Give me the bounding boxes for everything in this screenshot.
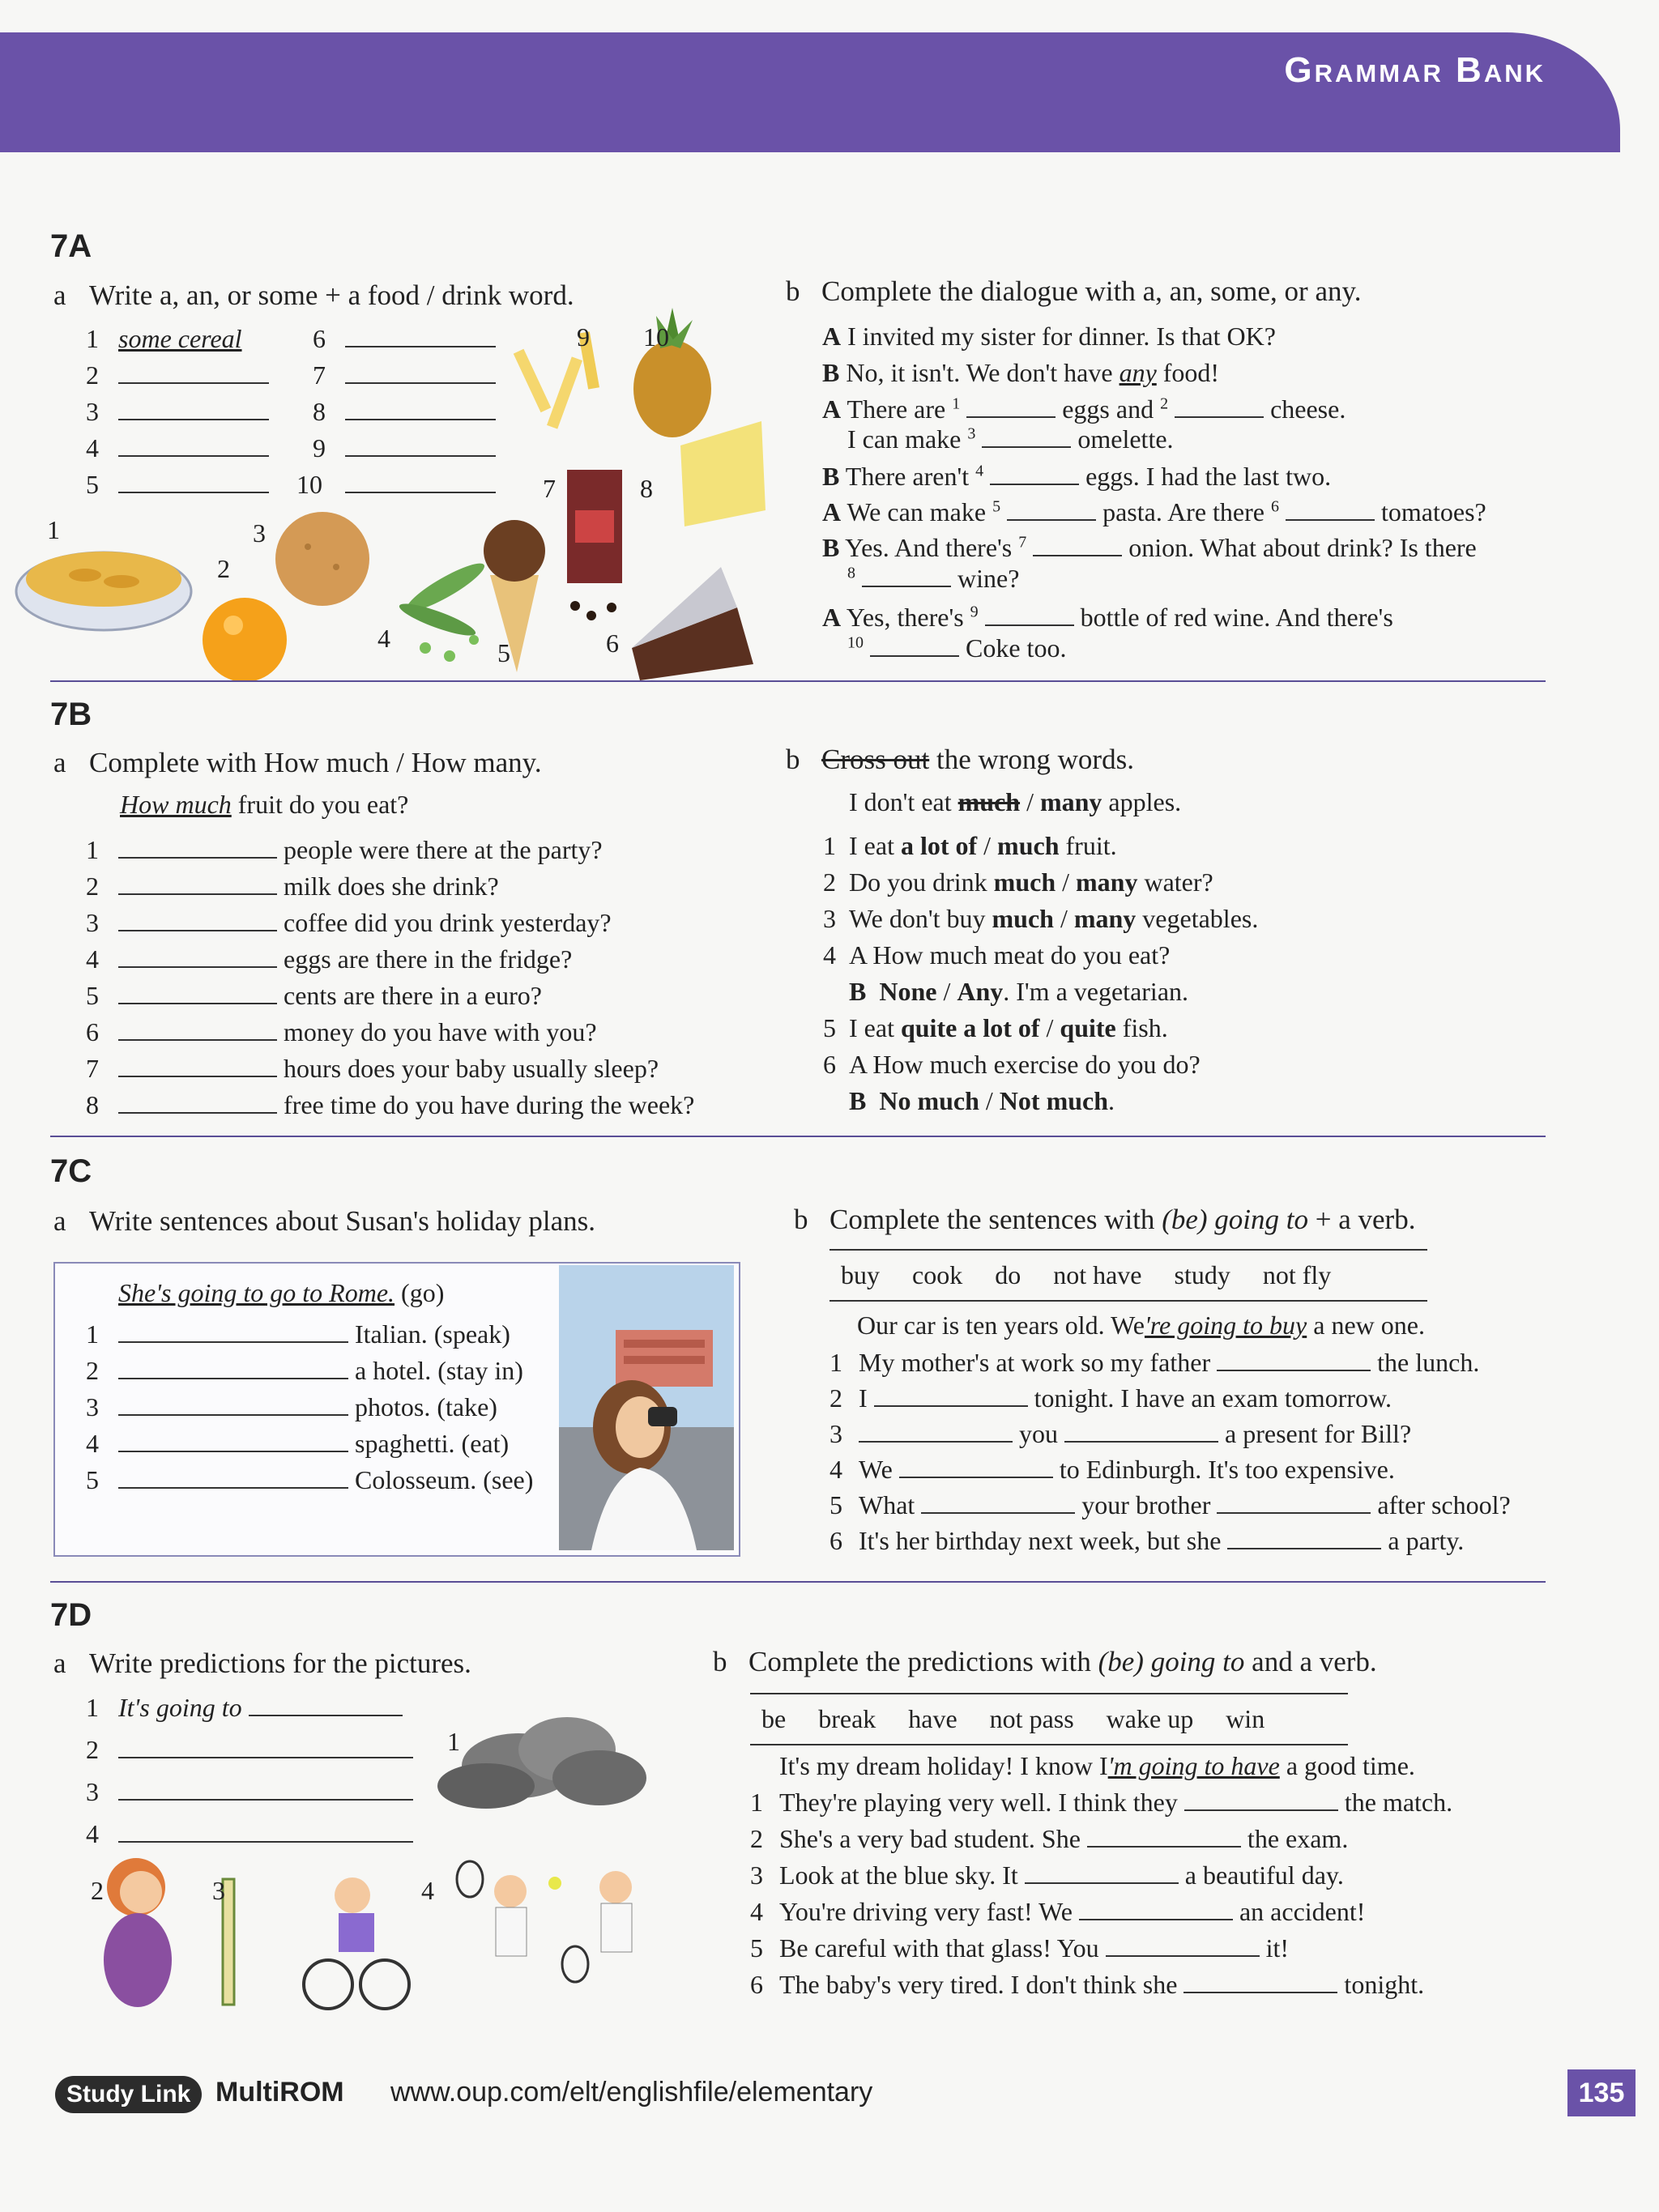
cheese-icon [680, 421, 766, 526]
answer-blank[interactable] [118, 982, 277, 1004]
7d-a-item-1: 1 It's going to [86, 1693, 403, 1723]
list-item: 4 eggs are there in the fridge? [86, 944, 573, 974]
ice-cream-icon [484, 520, 545, 672]
header-title: Grammar Bank [1284, 50, 1546, 90]
list-item: 5 Colosseum. (see) [86, 1465, 534, 1494]
storm-cloud-icon [437, 1717, 646, 1809]
section-divider [50, 1581, 1546, 1583]
7a-a-item-10: 10 [296, 470, 496, 500]
answer-blank[interactable] [1064, 1420, 1218, 1443]
7b-b-item-6b: B No much / Not much. [849, 1086, 1115, 1115]
pic-num-4: 4 [421, 1876, 434, 1905]
7a-b-line-example: B No, it isn't. We don't have any food! [822, 358, 1220, 387]
section-label-7c: 7C [50, 1153, 92, 1189]
word-choice[interactable]: Any [957, 977, 1004, 1006]
answer-blank[interactable] [118, 909, 277, 931]
7a-a-item-4: 4 [86, 433, 269, 463]
cyclist-icon [304, 1877, 409, 2009]
7d-b-item-3: 3 Look at the blue sky. It a beautiful day. [750, 1860, 1344, 1890]
camera-icon [648, 1407, 677, 1426]
list-item: 4 spaghetti. (eat) [86, 1429, 510, 1458]
7c-b-item-6: 6 It's her birthday next week, but she a party. [830, 1526, 1465, 1555]
answer-blank[interactable] [1087, 1825, 1241, 1848]
prediction-illustrations [81, 1701, 680, 2025]
biscuit-icon [275, 512, 369, 606]
answer-blank[interactable] [1227, 1527, 1381, 1549]
img-num-8: 8 [640, 474, 653, 503]
section-label-7b: 7B [50, 697, 92, 732]
footer-url-link[interactable]: www.oup.com/elt/englishfile/elementary [390, 2077, 873, 2108]
answer-blank[interactable] [118, 836, 277, 859]
7a-a-item-9: 9 [313, 433, 496, 463]
7a-b-line-8: $^{10}$ Coke too. [847, 633, 1067, 663]
answer-blank[interactable] [1033, 534, 1122, 556]
answer-blank[interactable] [118, 945, 277, 968]
answer-blank[interactable] [921, 1491, 1075, 1514]
section-label-7a: 7A [50, 228, 92, 264]
7b-b-item-2: 2 Do you drink much / many water? [823, 867, 1213, 897]
answer-blank[interactable] [118, 872, 277, 895]
section-divider [50, 1136, 1546, 1137]
7a-b-line-7: A Yes, there's $^9$ bottle of red wine. And there's [822, 603, 1393, 632]
list-item: 1 Italian. (speak) [86, 1319, 510, 1349]
img-num-6: 6 [606, 629, 619, 658]
word-choice[interactable]: None [879, 977, 937, 1006]
7c-b-item-5: 5 What your brother after school? [830, 1490, 1511, 1519]
word-choice[interactable]: a lot of [900, 831, 978, 860]
word-choice[interactable]: many [1076, 867, 1138, 897]
page-number: 135 [1567, 2069, 1636, 2116]
7c-b-item-1: 1 My mother's at work so my father the lunch. [830, 1348, 1480, 1377]
answer-blank[interactable] [118, 1320, 348, 1343]
section-label-7d: 7D [50, 1597, 92, 1633]
answer-blank[interactable] [1286, 498, 1375, 521]
7d-b-example: It's my dream holiday! I know I'm going to have a good time. [779, 1751, 1415, 1780]
list-item: 3 coffee did you drink yesterday? [86, 908, 612, 937]
list-item: 1 people were there at the party? [86, 835, 603, 864]
img-num-1: 1 [47, 515, 60, 544]
list-item: 2 milk does she drink? [86, 872, 499, 901]
list-item: 2 a hotel. (stay in) [86, 1356, 523, 1385]
pic-num-3: 3 [212, 1876, 225, 1905]
list-item: 7 hours does your baby usually sleep? [86, 1054, 659, 1083]
7b-a-example: How much fruit do you eat? [120, 790, 409, 819]
list-item: 5 cents are there in a euro? [86, 981, 542, 1010]
7a-b-line-3: B There aren't $^4$ eggs. I had the last two. [822, 462, 1332, 491]
7d-a-item-2: 2 [86, 1735, 413, 1765]
answer-blank[interactable] [870, 634, 959, 657]
word-choice[interactable]: much [992, 904, 1054, 933]
answer-blank[interactable] [118, 1055, 277, 1077]
answer-blank[interactable] [118, 1018, 277, 1041]
section-divider [50, 680, 1546, 682]
7d-b-item-1: 1 They're playing very well. I think they the match. [750, 1788, 1453, 1817]
7c-word-box: buy cook do not have study not fly [830, 1249, 1427, 1302]
7a-a-item-2: 2 [86, 360, 269, 390]
word-choice[interactable]: Not much [999, 1086, 1109, 1115]
7a-b-line-2: I can make $^3$ omelette. [847, 424, 1174, 454]
answer-blank[interactable] [990, 462, 1079, 485]
word-choice[interactable]: quite a lot of [900, 1013, 1040, 1042]
answer-blank[interactable] [859, 1420, 1013, 1443]
answer-blank[interactable] [1106, 1934, 1260, 1957]
img-num-7: 7 [543, 474, 556, 503]
img-num-9: 9 [577, 322, 590, 352]
answer-blank[interactable] [1025, 1861, 1179, 1884]
7a-a-item-3: 3 [86, 397, 269, 427]
7a-a-item-8: 8 [313, 397, 496, 427]
answer-blank[interactable] [118, 1393, 348, 1416]
word-choice[interactable]: many [1073, 904, 1137, 933]
list-item: 6 money do you have with you? [86, 1017, 597, 1046]
cake-icon [632, 567, 753, 680]
7a-b-line-0: A I invited my sister for dinner. Is that OK? [822, 322, 1276, 351]
word-choice[interactable]: quite [1060, 1013, 1116, 1042]
answer-blank[interactable] [899, 1455, 1053, 1478]
answer-blank[interactable] [1007, 498, 1096, 521]
7d-b-item-5: 5 Be careful with that glass! You it! [750, 1933, 1290, 1963]
answer-blank[interactable] [118, 1091, 277, 1114]
7a-b-line-1: A There are $^1$ eggs and $^2$ cheese. [822, 394, 1346, 424]
answer-blank[interactable] [982, 425, 1071, 448]
img-num-5: 5 [497, 638, 510, 667]
7b-b-item-4a: 4 A How much meat do you eat? [823, 940, 1171, 970]
7c-b-item-2: 2 I tonight. I have an exam tomorrow. [830, 1383, 1392, 1413]
7b-b-item-6a: 6 A How much exercise do you do? [823, 1050, 1201, 1079]
7b-b-instruction: b Cross out the wrong words. [786, 744, 1134, 775]
7a-a-item-6: 6 [313, 324, 496, 354]
img-num-4: 4 [377, 624, 390, 653]
7b-b-item-1: 1 I eat a lot of / much fruit. [823, 831, 1117, 860]
7b-b-item-5: 5 I eat quite a lot of / quite fish. [823, 1013, 1168, 1042]
peas-icon [397, 556, 489, 662]
7c-b-instruction: b Complete the sentences with (be) going to + a verb. [794, 1204, 1416, 1235]
7c-a-example: She's going to go to Rome. (go) [118, 1278, 445, 1307]
7b-a-instruction: a Complete with How much / How many. [53, 747, 542, 778]
answer-blank[interactable] [1183, 1971, 1337, 1993]
pic-num-2: 2 [91, 1876, 104, 1905]
7d-b-item-4: 4 You're driving very fast! We an accident! [750, 1897, 1366, 1926]
img-num-3: 3 [253, 518, 266, 548]
word-choice[interactable]: much [997, 831, 1060, 860]
7c-a-instruction: a Write sentences about Susan's holiday plans. [53, 1205, 596, 1237]
img-num-10: 10 [643, 322, 669, 352]
7c-b-item-3: 3 you a present for Bill? [830, 1419, 1412, 1448]
7d-b-item-2: 2 She's a very bad student. She the exam. [750, 1824, 1349, 1853]
7d-b-item-6: 6 The baby's very tired. I don't think she tonight. [750, 1970, 1425, 1999]
7a-a-item-1: 1 some cereal [86, 324, 242, 353]
answer-blank[interactable] [118, 1357, 348, 1379]
7a-b-instruction: b Complete the dialogue with a, an, some, or any. [786, 275, 1362, 307]
list-item: 8 free time do you have during the week? [86, 1090, 695, 1119]
list-item: 3 photos. (take) [86, 1392, 497, 1421]
7d-a-item-3: 3 [86, 1777, 413, 1807]
orange-icon [203, 598, 287, 680]
answer-blank[interactable] [118, 1466, 348, 1489]
7d-b-instruction: b Complete the predictions with (be) going to and a verb. [713, 1646, 1377, 1677]
word-choice[interactable]: much [993, 867, 1056, 897]
cereal-bowl-icon [16, 552, 191, 630]
7d-word-box: be break have not pass wake up win [750, 1693, 1348, 1745]
answer-blank[interactable] [862, 565, 951, 587]
7a-a-item-5: 5 [86, 470, 269, 500]
pregnant-woman-icon [104, 1858, 172, 2007]
7d-a-instruction: a Write predictions for the pictures. [53, 1647, 471, 1679]
7a-a-instruction: a Write a, an, or some + a food / drink word. [53, 279, 574, 311]
pic-num-1: 1 [447, 1727, 460, 1756]
answer-blank[interactable] [966, 395, 1056, 418]
7a-b-line-5: B Yes. And there's $^7$ onion. What about drink? Is there [822, 533, 1477, 562]
answer-blank[interactable] [1217, 1491, 1371, 1514]
word-choice[interactable]: No much [879, 1086, 979, 1115]
multirom-label: MultiROM [215, 2077, 344, 2108]
7a-b-line-4: A We can make $^5$ pasta. Are there $^6$ tomatoes? [822, 497, 1486, 526]
tennis-players-icon [457, 1861, 632, 1982]
7c-b-item-4: 4 We to Edinburgh. It's too expensive. [830, 1455, 1395, 1484]
coffee-bag-icon [567, 470, 622, 620]
7c-b-example: Our car is ten years old. We're going to buy a new one. [857, 1311, 1425, 1340]
7b-b-item-4b: B None / Any. I'm a vegetarian. [849, 977, 1189, 1006]
7b-b-example: I don't eat much / many apples. [849, 787, 1182, 816]
answer-blank[interactable] [1217, 1349, 1371, 1371]
answer-blank[interactable] [1184, 1788, 1338, 1811]
img-num-2: 2 [217, 554, 230, 583]
7d-a-item-4: 4 [86, 1819, 413, 1849]
answer-blank[interactable] [985, 603, 1074, 626]
answer-blank[interactable] [118, 1430, 348, 1452]
study-link-badge: Study Link [55, 2076, 202, 2113]
answer-blank[interactable] [1175, 395, 1264, 418]
7a-a-item-7: 7 [313, 360, 496, 390]
susan-rome-illustration [559, 1265, 734, 1550]
answer-blank[interactable] [1079, 1898, 1233, 1920]
7b-b-item-3: 3 We don't buy much / many vegetables. [823, 904, 1259, 933]
answer-blank[interactable] [874, 1384, 1028, 1407]
7a-b-line-6: $^8$ wine? [847, 564, 1020, 593]
